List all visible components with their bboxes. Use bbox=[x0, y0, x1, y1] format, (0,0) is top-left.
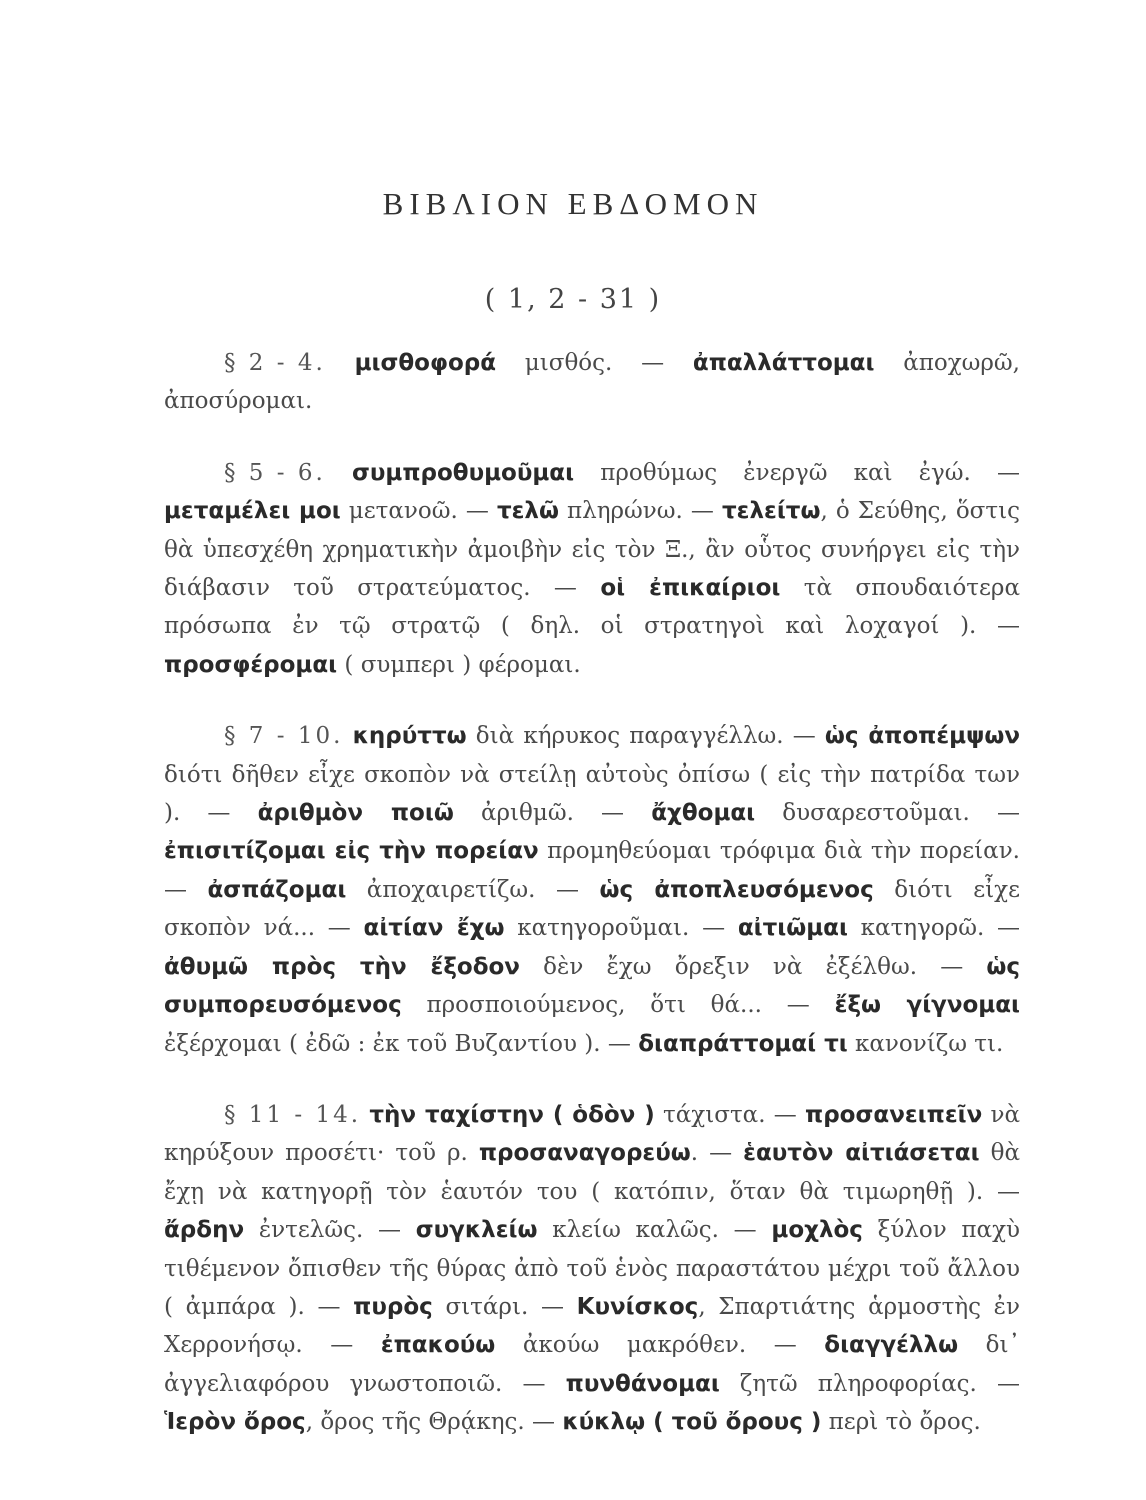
glossary-definition: , ὁ Σεύθης, ὅστις θὰ ὑπεσχέθη χρηματικὴν ἀμοιβὴν εἰς τὸν Ξ., ἂν οὗτος συνήργει εἰς τὴν διάβασιν τοῦ στρατεύματος. — bbox=[164, 498, 1020, 602]
glossary-section bbox=[164, 717, 1020, 1063]
glossary-definition: ἀποχωρῶ, ἀποσύρομαι. bbox=[164, 350, 1020, 415]
glossary-term: πυρὸς bbox=[353, 1293, 433, 1320]
glossary-term: αἰτιῶμαι bbox=[737, 915, 848, 942]
glossary-term: κύκλῳ ( τοῦ ὄρους ) bbox=[562, 1409, 822, 1436]
glossary-term: ἄχθομαι bbox=[651, 800, 756, 827]
glossary-term: διαγγέλλω bbox=[824, 1332, 959, 1359]
glossary-term: συγκλείω bbox=[415, 1217, 538, 1244]
glossary-definition: διότι εἶχε σκοπὸν νά... — bbox=[164, 876, 1020, 942]
glossary-term: μεταμέλει μοι bbox=[164, 498, 341, 525]
glossary-definition: διὰ κήρυκος παραγγέλλω. — bbox=[466, 723, 825, 750]
glossary-definition: μισθός. — bbox=[496, 350, 693, 376]
section-number: § 7 - 10. bbox=[224, 723, 344, 750]
glossary-term: ὡς συμπορευσόμενος bbox=[164, 953, 1021, 1019]
glossary-definition: διότι δῆθεν εἶχε σκοπὸν νὰ στείλῃ αὐτοὺς ὀπίσω ( εἰς τὴν πατρίδα των ). — bbox=[164, 761, 1020, 827]
glossary-term: τὴν ταχίστην ( ὁδὸν ) bbox=[369, 1101, 655, 1128]
glossary-term: προσφέρομαι bbox=[164, 651, 338, 678]
section-number: § 5 - 6. bbox=[224, 459, 326, 486]
glossary-definition: σιτάρι. — bbox=[432, 1293, 577, 1320]
glossary-term: τελείτω bbox=[722, 498, 821, 525]
glossary-definition: ἀκούω μακρόθεν. — bbox=[495, 1332, 825, 1359]
glossary-definition: προσποιούμενος, ὅτι θά... — bbox=[401, 992, 835, 1019]
glossary-definition: πληρώνω. — bbox=[558, 498, 722, 525]
glossary-definition: ξύλον παχὺ τιθέμενον ὄπισθεν τῆς θύρας ἀπὸ τοῦ ἑνὸς παραστάτου μέχρι τοῦ ἄλλου ( ἀμπάρα ). — bbox=[164, 1217, 1020, 1320]
glossary-section bbox=[164, 454, 1020, 684]
glossary-term: διαπράττομαί τι bbox=[638, 1030, 848, 1057]
glossary-definition: , ὄρος τῆς Θρᾴκης. — bbox=[305, 1409, 563, 1436]
glossary-definition: ἀποχαιρετίζω. — bbox=[346, 876, 600, 903]
glossary-definition: μετανοῶ. — bbox=[340, 498, 497, 525]
glossary-definition: ἀριθμῶ. — bbox=[453, 800, 652, 827]
glossary-term: Κυνίσκος bbox=[576, 1293, 699, 1320]
glossary-definition: ( συμπερι ) φέρομαι. bbox=[337, 651, 581, 678]
glossary-definition: , Σπαρτιάτης ἁρμοστὴς ἐν Χερρονήσῳ. — bbox=[164, 1293, 1021, 1359]
glossary-term: ἀσπάζομαι bbox=[207, 876, 347, 903]
glossary-term: προσανειπεῖν bbox=[805, 1101, 983, 1128]
glossary-term: κηρύττω bbox=[352, 723, 467, 750]
glossary-definition: κανονίζω τι. bbox=[847, 1030, 1004, 1057]
glossary-definition: κλείω καλῶς. — bbox=[537, 1217, 772, 1244]
glossary-term: ἔξω γίγνομαι bbox=[834, 992, 1020, 1019]
glossary-definition: κατηγοροῦμαι. — bbox=[504, 915, 738, 942]
glossary-sections bbox=[164, 344, 1020, 1442]
glossary-section bbox=[164, 1096, 1020, 1442]
glossary-definition: περὶ τὸ ὄρος. bbox=[821, 1409, 981, 1436]
glossary-definition: δὲν ἔχω ὄρεξιν νὰ ἐξέλθω. — bbox=[519, 953, 987, 980]
glossary-definition: θὰ ἔχῃ νὰ κατηγορῇ τὸν ἑαυτόν του ( κατόπιν, ὅταν θὰ τιμωρηθῇ ). — bbox=[164, 1140, 1020, 1205]
glossary-term: συμπροθυμοῦμαι bbox=[351, 459, 575, 486]
glossary-term: ὡς ἀποπέμψων bbox=[824, 723, 1021, 750]
book-title: ΒΙΒΛΙΟΝ ΕΒΔΟΜΟΝ bbox=[382, 186, 764, 221]
glossary-term: ὡς ἀποπλευσόμενος bbox=[599, 876, 874, 903]
glossary-term: ἀθυμῶ πρὸς τὴν ἔξοδον bbox=[164, 953, 520, 980]
section-number: § 11 - 14. bbox=[224, 1101, 362, 1128]
glossary-term: ἐπακούω bbox=[380, 1332, 496, 1359]
glossary-definition: προθύμως ἐνεργῶ καὶ ἐγώ. — bbox=[574, 459, 1021, 486]
glossary-definition: . — bbox=[690, 1140, 744, 1167]
glossary-definition: δι᾽ ἀγγελιαφόρου γνωστοποιῶ. — bbox=[164, 1332, 1020, 1397]
glossary-definition: ἐξέρχομαι ( ἐδῶ : ἐκ τοῦ Βυζαντίου ). — bbox=[164, 1030, 639, 1057]
section-number: § 2 - 4. bbox=[224, 350, 326, 376]
glossary-term: οἱ ἐπικαίριοι bbox=[600, 575, 781, 602]
glossary-term: ἀπαλλάττομαι bbox=[692, 350, 875, 376]
glossary-term: πυνθάνομαι bbox=[565, 1370, 720, 1397]
glossary-term: ἑαυτὸν αἰτιάσεται bbox=[743, 1140, 980, 1167]
glossary-term: Ἱερὸν ὄρος bbox=[164, 1409, 306, 1436]
glossary-term: ἀριθμὸν ποιῶ bbox=[257, 800, 454, 827]
glossary-term: μοχλὸς bbox=[771, 1217, 863, 1244]
glossary-definition: τάχιστα. — bbox=[654, 1101, 806, 1128]
glossary-definition: δυσαρεστοῦμαι. — bbox=[755, 800, 1021, 827]
glossary-term: τελῶ bbox=[496, 498, 559, 525]
chapter-range: ( 1, 2 - 31 ) bbox=[484, 284, 662, 315]
glossary-term: προσαναγορεύω bbox=[478, 1140, 691, 1167]
glossary-definition: ζητῶ πληροφορίας. — bbox=[719, 1370, 1021, 1397]
glossary-definition: προμηθεύομαι τρόφιμα διὰ τὴν πορείαν. — bbox=[164, 838, 1020, 903]
glossary-term: ἐπισιτίζομαι εἰς τὴν πορείαν bbox=[164, 838, 539, 865]
glossary-section bbox=[164, 344, 1020, 421]
glossary-term: μισθοφορά bbox=[354, 350, 497, 376]
glossary-definition: ἐντελῶς. — bbox=[244, 1217, 416, 1244]
glossary-definition: τὰ σπουδαιότερα πρόσωπα ἐν τῷ στρατῷ ( δηλ. οἱ στρατηγοὶ καὶ λοχαγοί ). — bbox=[164, 575, 1020, 640]
glossary-term: ἄρδην bbox=[164, 1217, 245, 1244]
glossary-definition: νὰ κηρύξουν προσέτι· τοῦ ρ. bbox=[164, 1101, 1021, 1167]
glossary-definition: κατηγορῶ. — bbox=[847, 915, 1020, 942]
glossary-term: αἰτίαν ἔχω bbox=[363, 915, 505, 942]
